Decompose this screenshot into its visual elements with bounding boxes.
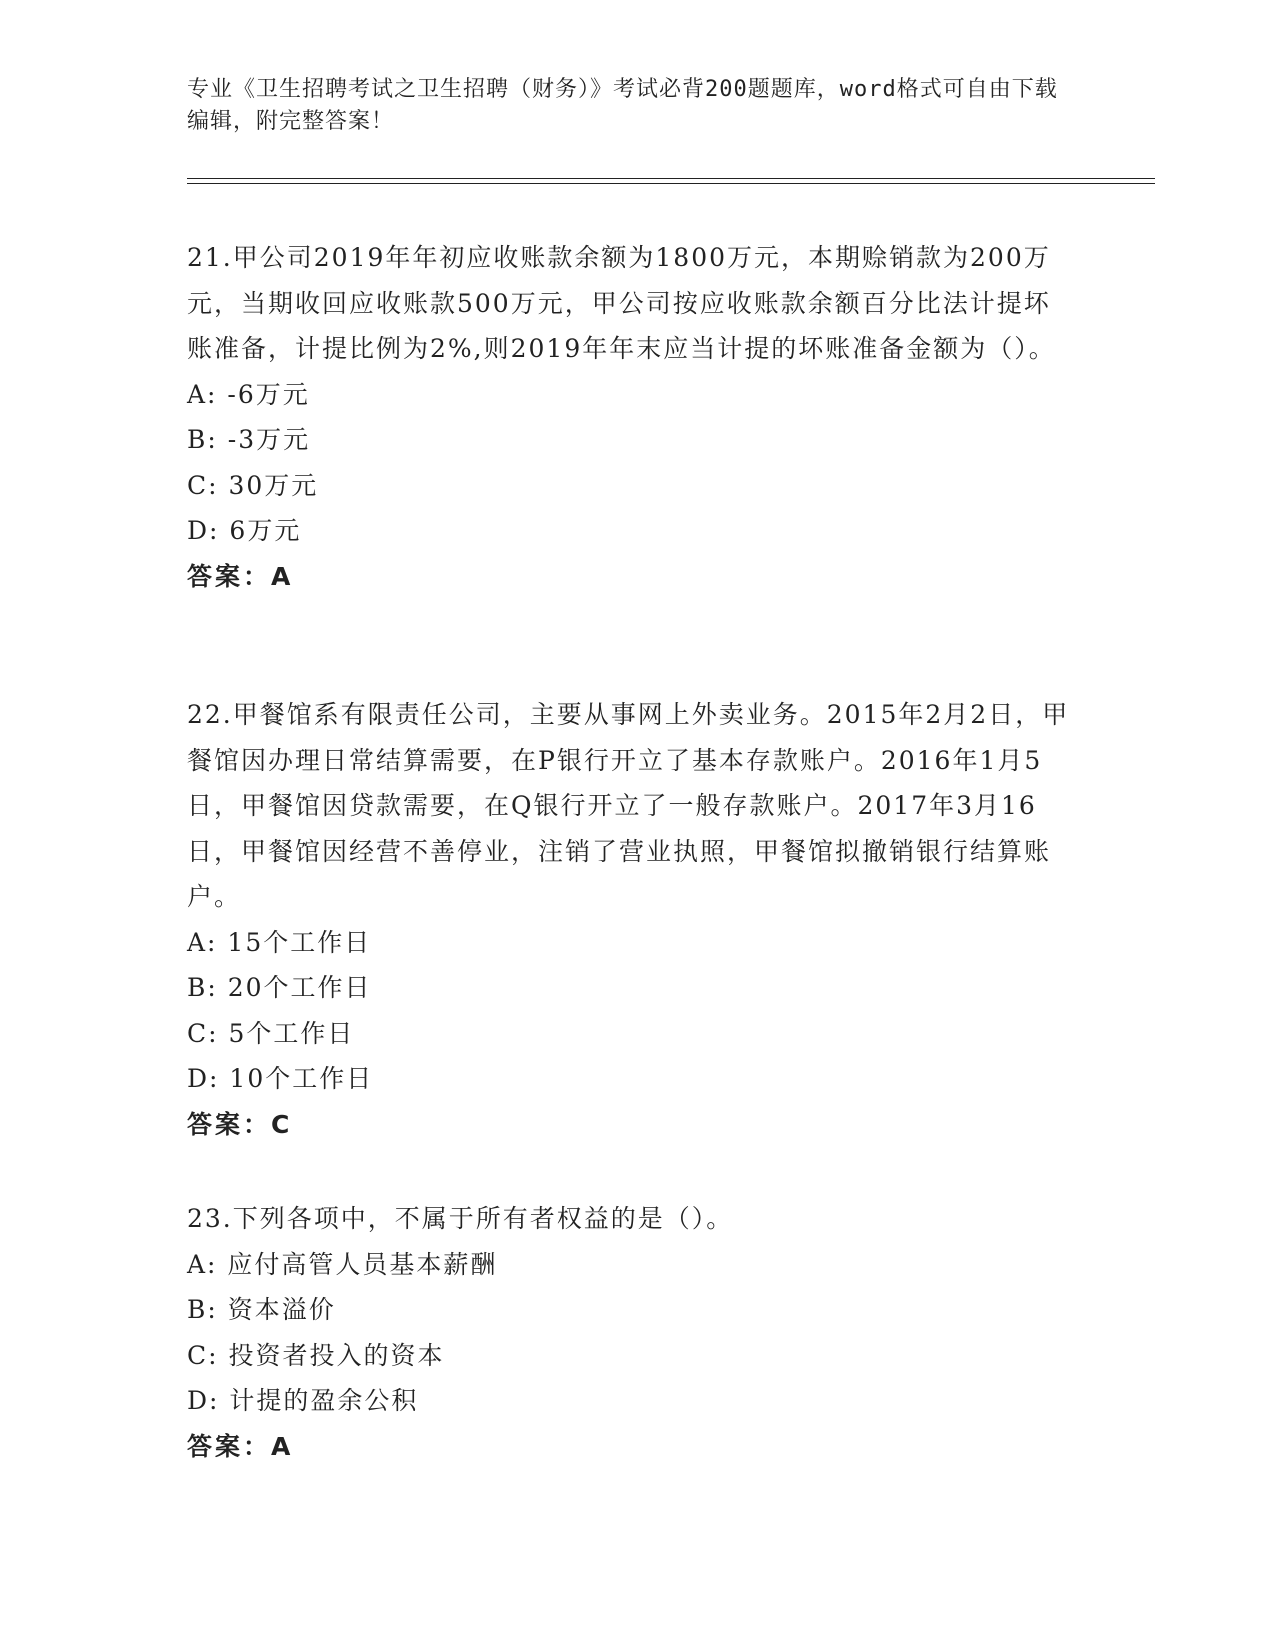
question-21 xyxy=(187,235,1077,599)
answer-label: 答案：A xyxy=(187,1431,294,1461)
option-d: D: 计提的盈余公积 xyxy=(187,1386,419,1415)
option-b: B: 20个工作日 xyxy=(187,973,372,1002)
answer-label: 答案：A xyxy=(187,561,294,591)
header-divider-top xyxy=(187,178,1155,179)
option-a: A: -6万元 xyxy=(187,379,310,409)
document-header: 专业《卫生招聘考试之卫生招聘（财务）》考试必背200题题库，word格式可自由下载编辑，附完整答案！ xyxy=(187,77,1058,134)
answer-label: 答案：C xyxy=(187,1109,293,1139)
option-a: A: 15个工作日 xyxy=(187,927,372,957)
question-22 xyxy=(187,692,1077,1147)
option-d: D: 6万元 xyxy=(187,516,302,545)
option-b: B: 资本溢价 xyxy=(187,1295,336,1324)
question-stem: 22.甲餐馆系有限责任公司，主要从事网上外卖业务。2015年2月2日，甲餐馆因办理日常结算需要，在P银行开立了基本存款账户。2016年1月5日，甲餐馆因贷款需要，在Q银行开立了一般存款账户。2017年3月16日，甲餐馆因经营不善停业，注销了营业执照，甲餐馆拟撤销银行结算账户。 xyxy=(187,700,1070,911)
header-divider-bottom xyxy=(187,183,1155,184)
question-stem: 21.甲公司2019年年初应收账款余额为1800万元，本期赊销款为200万元，当期收回应收账款500万元，甲公司按应收账款余额百分比法计提坏账准备，计提比例为2%,则2019年年末应当计提的坏账准备金额为（）。 xyxy=(187,243,1056,363)
option-c: C: 5个工作日 xyxy=(187,1018,355,1048)
option-a: A: 应付高管人员基本薪酬 xyxy=(187,1249,498,1279)
option-d: D: 10个工作日 xyxy=(187,1064,374,1093)
question-23 xyxy=(187,1196,1077,1469)
option-b: B: -3万元 xyxy=(187,425,311,454)
option-c: C: 投资者投入的资本 xyxy=(187,1340,445,1370)
question-stem: 23.下列各项中，不属于所有者权益的是（）。 xyxy=(187,1204,734,1233)
option-c: C: 30万元 xyxy=(187,470,319,500)
